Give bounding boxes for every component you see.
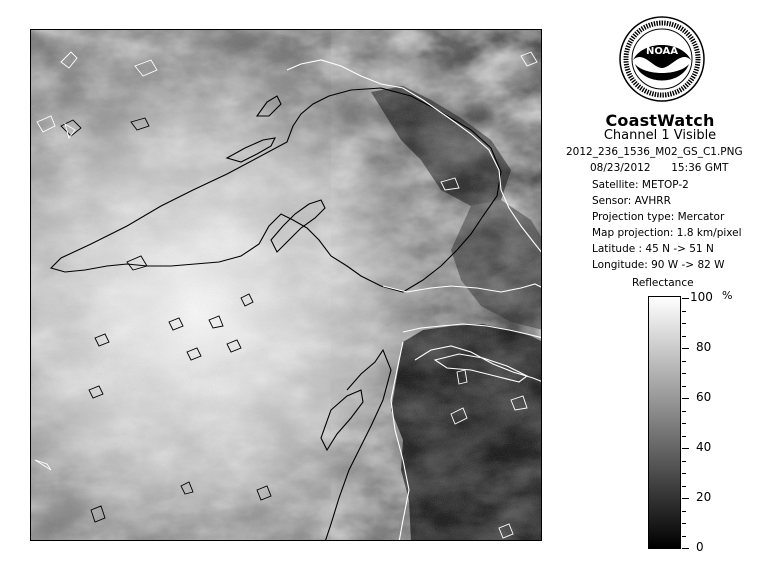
colorbar-title: Reflectance [632, 277, 694, 289]
brand-title: CoastWatch [605, 111, 715, 130]
latitude-info: Latitude : 45 N -> 51 N [592, 243, 714, 255]
colorbar-minor-tick [682, 523, 686, 524]
noaa-logo-icon [619, 16, 705, 102]
satellite-info: Satellite: METOP-2 [592, 179, 689, 191]
channel-label: Channel 1 Visible [603, 128, 717, 143]
colorbar-minor-tick [682, 436, 686, 437]
noaa-logo [619, 16, 705, 102]
file-name: 2012_236_1536_M02_GS_C1.PNG [566, 146, 743, 158]
colorbar-minor-tick [682, 548, 689, 549]
colorbar-minor-tick [682, 323, 686, 324]
colorbar-minor-tick [682, 373, 686, 374]
colorbar-minor-tick [682, 511, 686, 512]
date-value: 08/23/2012 [590, 162, 651, 174]
satellite-map [30, 29, 542, 541]
sensor-info: Sensor: AVHRR [592, 195, 671, 207]
colorbar-minor-tick [682, 473, 686, 474]
colorbar-tick-label: 80 [696, 340, 712, 354]
colorbar-minor-tick [682, 411, 686, 412]
logo-text: NOAA [645, 46, 679, 57]
colorbar-minor-tick [682, 386, 686, 387]
colorbar-minor-tick [682, 448, 689, 449]
colorbar-minor-tick [682, 348, 689, 349]
date-time-row [590, 162, 728, 174]
colorbar-minor-tick [682, 461, 686, 462]
colorbar-minor-tick [682, 498, 689, 499]
colorbar-minor-tick [682, 536, 686, 537]
satellite-image [31, 30, 542, 541]
colorbar-unit: % [722, 289, 733, 302]
time-value: 15:36 GMT [671, 162, 729, 174]
colorbar-minor-tick [682, 486, 686, 487]
colorbar [648, 296, 681, 549]
longitude-info: Longitude: 90 W -> 82 W [592, 259, 725, 271]
map-projection-info: Map projection: 1.8 km/pixel [592, 227, 742, 239]
colorbar-minor-tick [682, 298, 689, 299]
projection-type-info: Projection type: Mercator [592, 211, 725, 223]
colorbar-tick-label: 60 [696, 390, 712, 404]
colorbar-tick-label: 20 [696, 490, 712, 504]
colorbar-minor-tick [682, 336, 686, 337]
colorbar-minor-tick [682, 311, 686, 312]
colorbar-minor-tick [682, 423, 686, 424]
colorbar-tick-label: 40 [696, 440, 712, 454]
colorbar-tick-label: 100 [690, 290, 713, 304]
colorbar-tick-label: 0 [696, 540, 704, 554]
colorbar-minor-tick [682, 398, 689, 399]
colorbar-minor-tick [682, 361, 686, 362]
